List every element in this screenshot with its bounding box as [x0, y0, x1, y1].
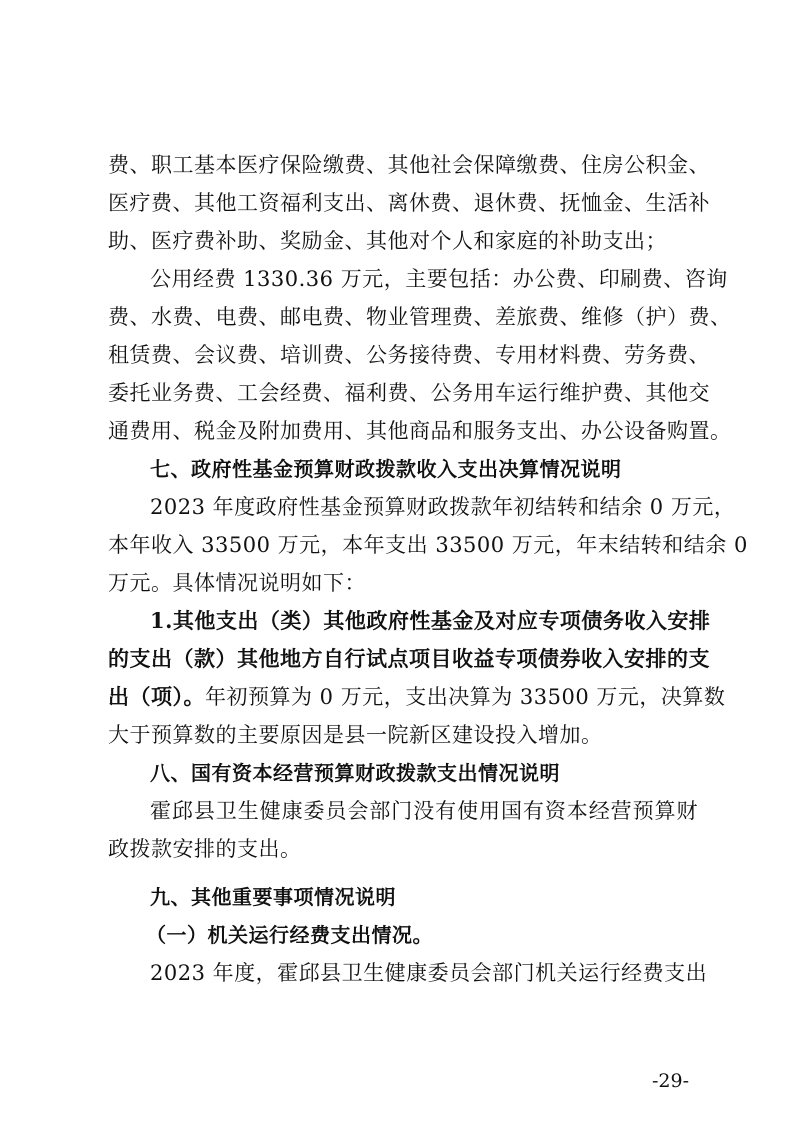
paragraph-line: 万元。具体情况说明如下： [108, 571, 366, 595]
item-heading-line: 1.其他支出（类）其他政府性基金及对应专项债务收入安排 [150, 608, 711, 633]
section-heading: 八、国有资本经营预算财政拨款支出情况说明 [150, 761, 560, 785]
paragraph-line: 政拨款安排的支出。 [108, 837, 302, 861]
section-heading: 九、其他重要事项情况说明 [150, 885, 396, 909]
section-heading: 七、政府性基金预算财政拨款收入支出决算情况说明 [150, 457, 622, 481]
paragraph-line: 公用经费 1330.36 万元，主要包括：办公费、印刷费、咨询 [150, 267, 728, 291]
document-body [108, 146, 748, 992]
paragraph-line: 医疗费、其他工资福利支出、离休费、退休费、抚恤金、生活补 [108, 191, 710, 215]
paragraph-line: 助、医疗费补助、奖励金、其他对个人和家庭的补助支出； [108, 229, 667, 253]
page-number: -29- [651, 1070, 689, 1092]
subsection-heading: （一）机关运行经费支出情况。 [146, 923, 433, 947]
paragraph-line: 2023 年度政府性基金预算财政拨款年初结转和结余 0 万元， [150, 495, 736, 519]
paragraph-line: 通费用、税金及附加费用、其他商品和服务支出、办公设备购置。 [108, 419, 732, 443]
paragraph-line: 本年收入 33500 万元，本年支出 33500 万元，年末结转和结余 0 [108, 533, 748, 557]
paragraph-line: 费、职工基本医疗保险缴费、其他社会保障缴费、住房公积金、 [108, 153, 710, 177]
paragraph-line: 租赁费、会议费、培训费、公务接待费、专用材料费、劳务费、 [108, 343, 710, 367]
paragraph-line [108, 678, 726, 716]
paragraph-line: 大于预算数的主要原因是县一院新区建设投入增加。 [108, 723, 603, 747]
item-heading-line: 的支出（款）其他地方自行试点项目收益专项债券收入安排的支 [108, 646, 710, 671]
paragraph-line: 委托业务费、工会经费、福利费、公务用车运行维护费、其他交 [108, 381, 710, 405]
item-heading-end: 出（项）。 [108, 684, 205, 709]
item-text: 年初预算为 0 万元，支出决算为 33500 万元，决算数 [205, 685, 726, 709]
paragraph-line: 霍邱县卫生健康委员会部门没有使用国有资本经营预算财 [150, 799, 698, 823]
paragraph-line: 费、水费、电费、邮电费、物业管理费、差旅费、维修（护）费、 [108, 305, 732, 329]
paragraph-line: 2023 年度，霍邱县卫生健康委员会部门机关运行经费支出 [150, 961, 708, 985]
